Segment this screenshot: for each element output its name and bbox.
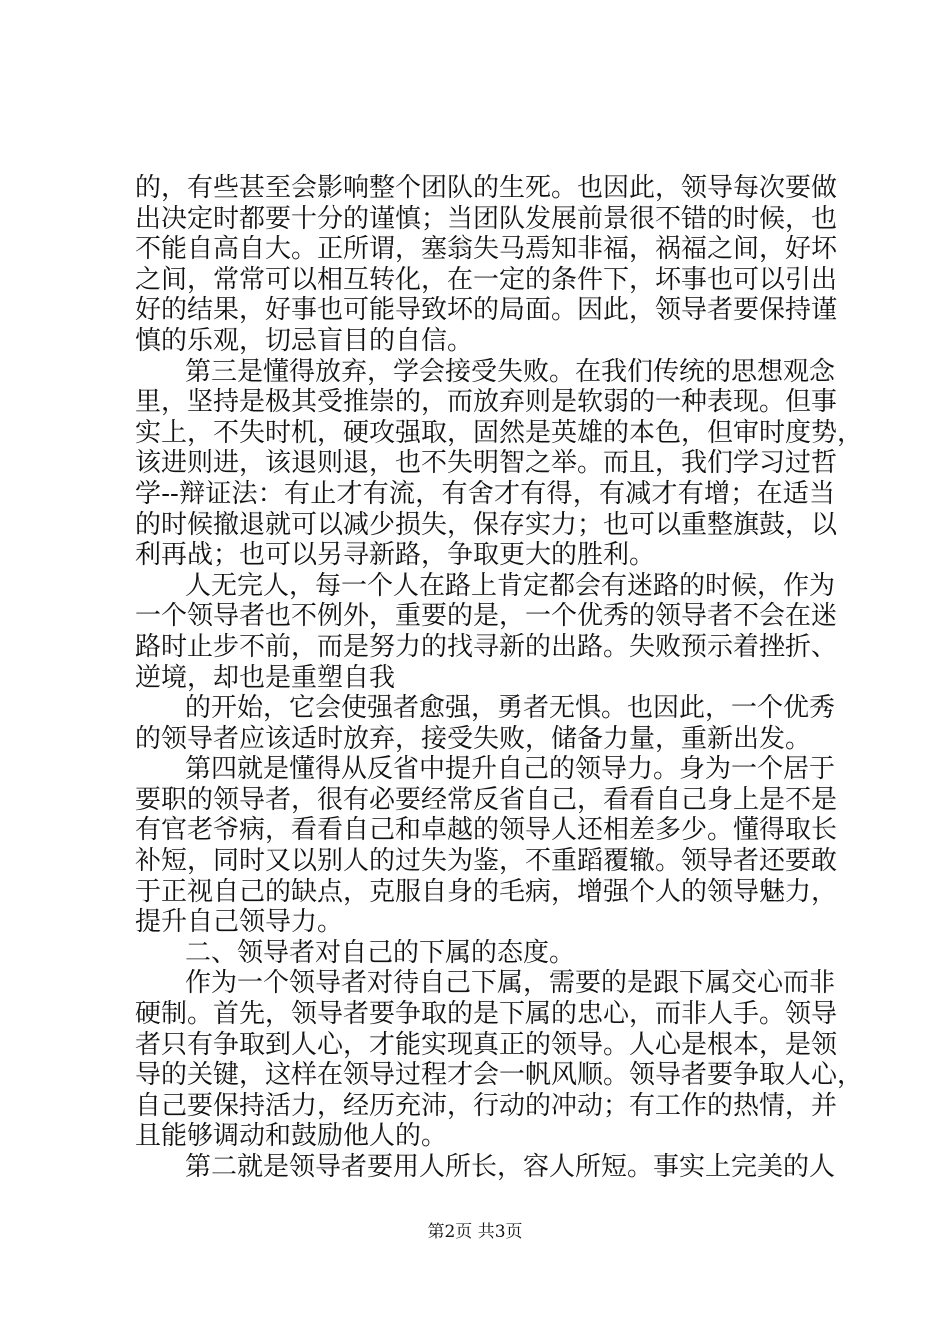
text-line: 第二就是领导者要用人所长，容人所短。事实上完美的人 bbox=[185, 1152, 836, 1182]
text-line: 利再战；也可以另寻新路，争取更大的胜利。 bbox=[135, 540, 656, 571]
text-line: 补短，同时又以别人的过失为鉴，不重蹈覆辙。领导者还要敢 bbox=[135, 846, 838, 877]
text-line: 逆境，却也是重塑自我 bbox=[135, 662, 396, 693]
text-line: 的领导者应该适时放弃，接受失败，储备力量，重新出发。 bbox=[135, 723, 812, 754]
text-line: 且能够调动和鼓励他人的。 bbox=[135, 1121, 448, 1152]
text-line: 的开始，它会使强者愈强，勇者无惧。也因此，一个优秀 bbox=[185, 693, 836, 724]
page-number-footer: 第2页 共3页 bbox=[427, 1222, 523, 1242]
text-line: 人无完人，每一个人在路上肯定都会有迷路的时候，作为 bbox=[185, 570, 836, 601]
text-line: 实上，不失时机，硬攻强取，固然是英雄的本色，但审时度势， bbox=[135, 417, 864, 448]
text-line: 学--辩证法：有止才有流，有舍才有得，有减才有增；在适当 bbox=[135, 478, 835, 509]
document-body bbox=[135, 173, 864, 1183]
text-line: 第四就是懂得从反省中提升自己的领导力。身为一个居于 bbox=[185, 754, 836, 785]
text-line: 提升自己领导力。 bbox=[135, 907, 344, 938]
text-line: 第三是懂得放弃，学会接受失败。在我们传统的思想观念 bbox=[185, 356, 836, 387]
text-line: 慎的乐观，切忌盲目的自信。 bbox=[135, 325, 474, 356]
text-line: 该进则进，该退则退，也不失明智之举。而且，我们学习过哲 bbox=[135, 448, 838, 479]
text-line: 的时候撤退就可以减少损失，保存实力；也可以重整旗鼓，以 bbox=[135, 509, 838, 540]
text-line: 的，有些甚至会影响整个团队的生死。也因此，领导每次要做 bbox=[135, 173, 838, 203]
text-line: 里，坚持是极其受推崇的，而放弃则是软弱的一种表现。但事 bbox=[135, 387, 838, 418]
text-line: 要职的领导者，很有必要经常反省自己，看看自己身上是不是 bbox=[135, 784, 838, 815]
text-line: 自己要保持活力，经历充沛，行动的冲动；有工作的热情，并 bbox=[135, 1090, 838, 1121]
text-line: 不能自高自大。正所谓，塞翁失马焉知非福，祸福之间，好坏 bbox=[135, 234, 838, 265]
text-line: 导的关键，这样在领导过程才会一帆风顺。领导者要争取人心， bbox=[135, 1060, 864, 1091]
section-heading: 二、领导者对自己的下属的态度。 bbox=[185, 937, 576, 968]
text-line: 好的结果，好事也可能导致坏的局面。因此，领导者要保持谨 bbox=[135, 295, 838, 326]
text-line: 之间，常常可以相互转化，在一定的条件下，坏事也可以引出 bbox=[135, 264, 838, 295]
text-line: 有官老爷病，看看自己和卓越的领导人还相差多少。懂得取长 bbox=[135, 815, 838, 846]
text-line: 路时止步不前，而是努力的找寻新的出路。失败预示着挫折、 bbox=[135, 631, 838, 662]
text-line: 一个领导者也不例外，重要的是，一个优秀的领导者不会在迷 bbox=[135, 601, 838, 632]
text-line: 者只有争取到人心，才能实现真正的领导。人心是根本，是领 bbox=[135, 1029, 838, 1060]
text-line: 硬制。首先，领导者要争取的是下属的忠心，而非人手。领导 bbox=[135, 999, 838, 1030]
text-line: 作为一个领导者对待自己下属，需要的是跟下属交心而非 bbox=[185, 968, 836, 999]
text-line: 于正视自己的缺点，克服自身的毛病，增强个人的领导魅力， bbox=[135, 876, 838, 907]
text-line: 出决定时都要十分的谨慎；当团队发展前景很不错的时候，也 bbox=[135, 203, 838, 234]
